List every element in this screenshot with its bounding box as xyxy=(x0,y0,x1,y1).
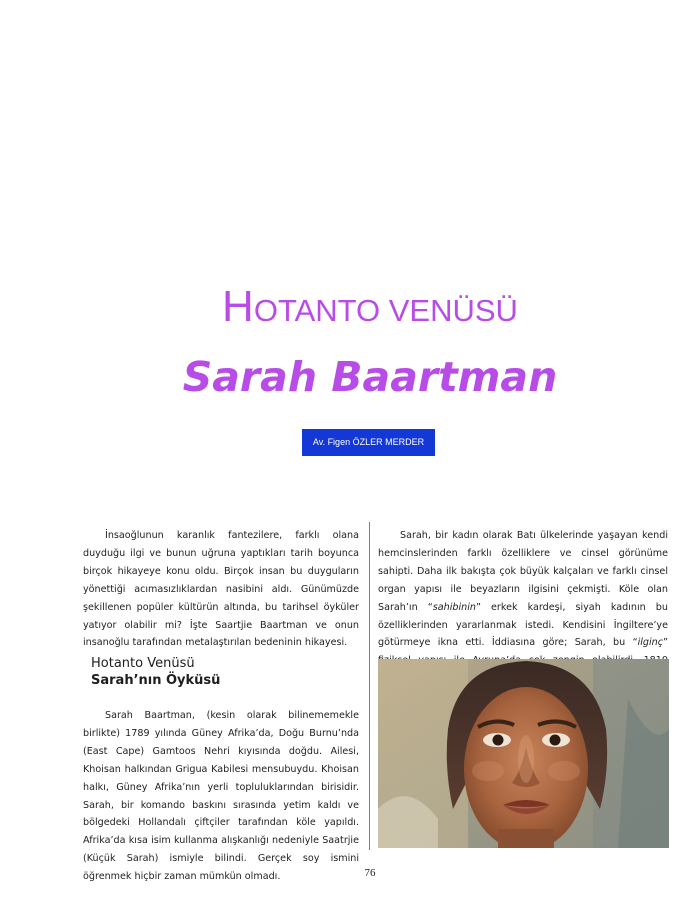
intro-paragraph-block xyxy=(83,527,359,652)
right-text-part3: ” xyxy=(663,637,668,649)
right-italic-sahibinin: sahibinin xyxy=(432,601,476,613)
author-badge: Av. Figen ÖZLER MERDER xyxy=(302,429,435,456)
story-paragraph: Sarah Baartman, (kesin olarak bilinememekle birlikte) 1789 yılında Güney Afrika’da, Doğu Burnu’nda (East Cape) Gamtoos Nehri kıyısında doğdu. Ailesi, Khoisan halkından Grigua Kabilesi mensubuydu. Khoisan halkı, Güney Afrika’nın yerli topluluklarından birisidir. Sarah, bir komando baskını sırasında yetim kaldı ve bölgedeki Hollandalı çiftçiler tarafından köle yapıldı. Afrika’da kısa isim kullanma alışkanlığı nedeniyle Saatrjie (Küçük Sarah) ismiyle bilindi. Gerçek soy ismini öğrenmek hiçbir zaman mümkün olmadı. xyxy=(83,710,359,883)
title-cap: H xyxy=(222,282,254,331)
story-paragraph-block xyxy=(83,707,359,886)
article-title-heading xyxy=(0,283,700,335)
title-rest: OTANTO VENÜSÜ xyxy=(253,293,518,328)
right-text-part1: Sarah, bir kadın olarak Batı ülkelerinde yaşayan kendi hemcinslerinden farklı özelliklere ve cinsel görünüme sahipti. Daha ilk bakışta çok büyük kalçaları ve farklı cinsel organ yapısı ile beyazların ilgisini çekmişti. Köle olan Sarah’ın “ xyxy=(378,530,668,613)
article-subject-name: Sarah Baartman xyxy=(182,353,558,401)
intro-paragraph: İnsaoğlunun karanlık fantezilere, farklı olana duyduğu ilgi ve bunun uğruna yaptıkları tarih boyunca birçok hikayeye konu oldu. Birçok insan bu duyguların yönettiği acımasızlıklardan nasibini aldı. Günümüzde şekillenen popüler kültürün altında, bu tarihsel öyküler yatıyor olabilir mi? İşte Saartjie Baartman ve onun insanoğlu tarafından metalaştırılan bedeninin hikayesi. xyxy=(83,530,359,649)
portrait-painting-image xyxy=(378,659,669,848)
page-number: 76 xyxy=(364,867,376,879)
subheading-line1: Hotanto Venüsü xyxy=(91,656,195,671)
right-italic-ilginc: ilginç xyxy=(637,637,664,649)
portrait-painting-svg xyxy=(378,659,669,848)
subheading-line2: Sarah’nın Öyküsü xyxy=(91,673,221,688)
right-text-part2: ” erkek kardeşi, siyah kadının bu özelliklerinden yararlanmak istedi. Kendisini İngiltere’ye götürmeye ikna etti. İddiasına göre; Sarah, bu “ xyxy=(378,601,668,649)
column-divider xyxy=(369,522,370,850)
section-subheading xyxy=(91,655,220,689)
